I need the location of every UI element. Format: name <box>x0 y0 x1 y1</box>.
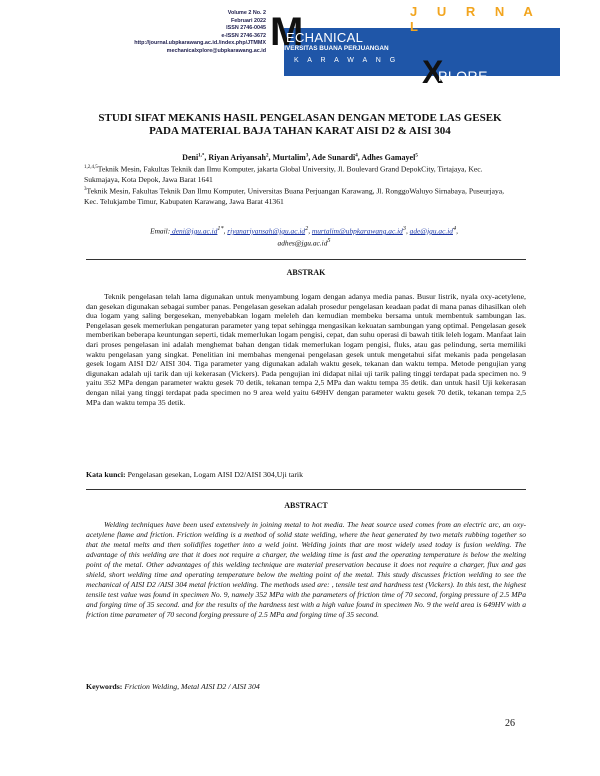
title-line-1: STUDI SIFAT MEKANIS HASIL PENGELASAN DENGAN METODE LAS GESEK <box>98 112 502 124</box>
affiliation-2-text: Teknik Mesin, Fakultas Teknik Dan Ilmu Komputer, Universitas Buana Perjuangan Karawang, Jl. RonggoWaluyo Sirnabaya, Puseurjaya, Kec. Telukjambe Timur, Kabupaten Karawang, Jawa Barat 41361 <box>84 186 505 206</box>
logo-university-text: UNIVERSITAS BUANA PERJUANGAN <box>275 45 389 52</box>
affiliation-2 <box>84 185 514 207</box>
email-link[interactable]: murtalim@ubpkarawang.ac.id <box>311 226 403 236</box>
logo-letter-x: X <box>422 54 444 90</box>
author-sup: 1,* <box>198 153 205 159</box>
keywords-label: Keywords: <box>86 682 123 691</box>
divider-top <box>86 259 526 260</box>
logo-jurnal-text: J U R N A L <box>410 4 541 34</box>
email-sup: 3 <box>402 226 406 232</box>
logo-city-text: K A R A W A N G <box>294 57 399 64</box>
author-sup: 4 <box>355 153 358 159</box>
email-line: Email: $deni@jgu.ac.id^{1*}$, $riyanariyansah@jgu.ac.id^2$, $murtalim@ubpkarawang.ac.id^3$, $ade@jgu.ac.id^4$, $adhes@jgu.ac.id^5$ <box>150 226 458 248</box>
divider-middle <box>86 489 526 490</box>
keywords-text: Friction Welding, Metal AISI D2 / AISI 304 <box>122 682 260 691</box>
email-link[interactable]: riyanariyansah@jgu.ac.id <box>227 226 306 236</box>
title-line-2: PADA MATERIAL BAJA TAHAN KARAT AISI D2 & AISI 304 <box>149 125 451 137</box>
abstract-body: Welding techniques have been used extensively in joining metal to hot media. The heat source used comes from an electric arc, an oxy-acetylene flame and friction. Friction welding is a method of solid state welding, where the heat generated by two metals rubbing together so that the metal melts and then solidifies together into a weld joint. Welding joints that are most widely used today is fusion welding. The advantage of this welding are that it does not require a charger, the welding time is fast and the operating temperature is below the melting point of the metal. Other advantages of this welding technique are material preservation because it does not require a charger, flux and gas shield, short welding time and operating temperature below the melting point of the metal. This study discusses friction welding to see the mechanical of AISI D2 /AISI 304 metal friction welding. The methods used are: , tensile test and hardness test (Vickers). In this test, the highest tensile test value was found in specimen No. 9, namely 352 MPa with the parameters of friction time of 70 second, forging pressure of 2.5 MPa and forging time of 35 second. and for the results of the hardness test with a high value found in specimen No. 9 the weld area is 649HV with a friction time parameter of 70 second forging pressure of 2.5 MPa and forging time of 35 second. <box>86 520 526 619</box>
author-name: Adhes Gamayel <box>361 153 416 162</box>
email-link[interactable]: deni@jgu.ac.id <box>170 226 218 236</box>
affiliation-1-text: Teknik Mesin, Fakultas Teknik dan Ilmu Komputer, jakarta Global University, Jl. Boulevard Grand DepokCity, Tirtajaya, Kec. Sukmajaya, Kota Depok, Jawa Barat 1641 <box>84 164 483 184</box>
issn-line: ISSN 2746-0045 <box>226 25 266 32</box>
logo-letter-m: M <box>270 10 304 54</box>
abstrak-heading: ABSTRAK <box>286 268 326 277</box>
email-label: Email: <box>150 226 171 236</box>
abstrak-body: Teknik pengelasan telah lama digunakan untuk menyambung logam dengan adanya media panas. Busur listrik, nyala oxy-acetylene, dan gesekan digunakan sebagai sumber panas. Pengelasan gesekan adalah prosedur pengelasan keadaan padat di mana panas dihasilkan oleh dua logam yang saling bergesekan, menyebabkan logam meleleh dan kemudian membeku bersama untuk membentuk sambungan las. Pengelasan gesek memerlukan pengaturan parameter yang tepat sehingga mengasikan kekuatan sambungan yang optimal. Pengelasan gesek memberikan beberapa keuntungan seperti, tidak memerlukan logam pengisi, cepat, dan suhu operasi di bawah titik leleh logam. Manfaat lain dari proses pengelasan ini adalah menghemat bahan dengan tidak memerlukan logam pengisi, fluks, atau gas pelindung, serta memiliki waktu pengelasan yang singkat. Penelitian ini membahas mengenai pengelasan gesek untuk mengetahui sifat mekanis pada pengelasan gesek logam AISI D2/ AISI 304. Tiga parameter yang digunakan adalah waktu gesek, tekanan dan waktu tempa. Metode pengujian yang digunakan adalah uji tarik dan uji kekerasan (Vickers). Pada pengujian ini didapat nilai uji tarik paling tinggi terdapat pada specimen no. 9 yaitu 352 MPa dengan parameter waktu gesek 70 detik, tekanan tempa 2,5 MPa dan waktu tempa 35 detik. dan untuk hasil Uji kekerasan dengan nilai yang tinggi terdapat pada specimen no 9 area weld yaitu 649HV dengan parameter waktu gesek 70 detik, tekanan tempa 2,5 MPa dan waktu tempa 35 detik. <box>86 292 526 407</box>
email-link[interactable]: ade@jgu.ac.id <box>409 226 453 236</box>
email-sup: 4 <box>452 226 457 232</box>
email-sup: 5 <box>327 238 331 245</box>
volume-line: Volume 2 No. 2 <box>227 10 266 16</box>
kata-kunci-label: Kata kunci: <box>86 470 126 479</box>
author-sup: 2 <box>266 153 269 159</box>
date-line: Februari 2022 <box>230 17 266 24</box>
author-name: Deni <box>182 153 199 162</box>
affiliation-1-sup: 1,2,4,5 <box>84 165 98 170</box>
author-list: Deni$^{1,*}$, Riyan Ariyansah$^2$, Murtalim$^3$, Ade Sunardi$^4$, Adhes Gamayel$^5$ <box>182 153 418 162</box>
author-name: Ade Sunardi <box>311 153 356 162</box>
eissn-line: e-ISSN 2746-3672 <box>221 32 266 39</box>
journal-url[interactable]: http://journal.ubpkarawang.ac.id./index.php/JTMMX <box>134 40 266 47</box>
affiliation-1 <box>84 163 514 185</box>
keywords <box>86 682 260 691</box>
author-name: Murtalim <box>272 153 306 162</box>
author-sup: 5 <box>415 153 418 159</box>
email-last[interactable]: adhes@jgu.ac.id <box>277 238 328 248</box>
abstract-heading: ABSTRACT <box>284 501 328 510</box>
kata-kunci <box>86 470 303 479</box>
logo-plore-text: PLORE <box>438 68 488 84</box>
author-name: Riyan Ariyansah <box>208 153 266 162</box>
kata-kunci-text: Pengelasan gesekan, Logam AISI D2/AISI 304,Uji tarik <box>125 470 303 479</box>
email-sup: 1* <box>217 226 224 232</box>
page-number: 26 <box>505 718 515 729</box>
journal-logo <box>270 4 560 90</box>
email-sup: 2 <box>305 226 309 232</box>
author-sup: 3 <box>305 153 309 159</box>
journal-meta <box>40 10 266 56</box>
journal-email[interactable]: mechanicalxplore@ubpkarawang.ac.id <box>166 47 266 54</box>
paper-title <box>60 112 540 138</box>
logo-echanical-text: ECHANICAL <box>286 30 364 45</box>
affiliation-2-sup: 3 <box>84 187 87 192</box>
